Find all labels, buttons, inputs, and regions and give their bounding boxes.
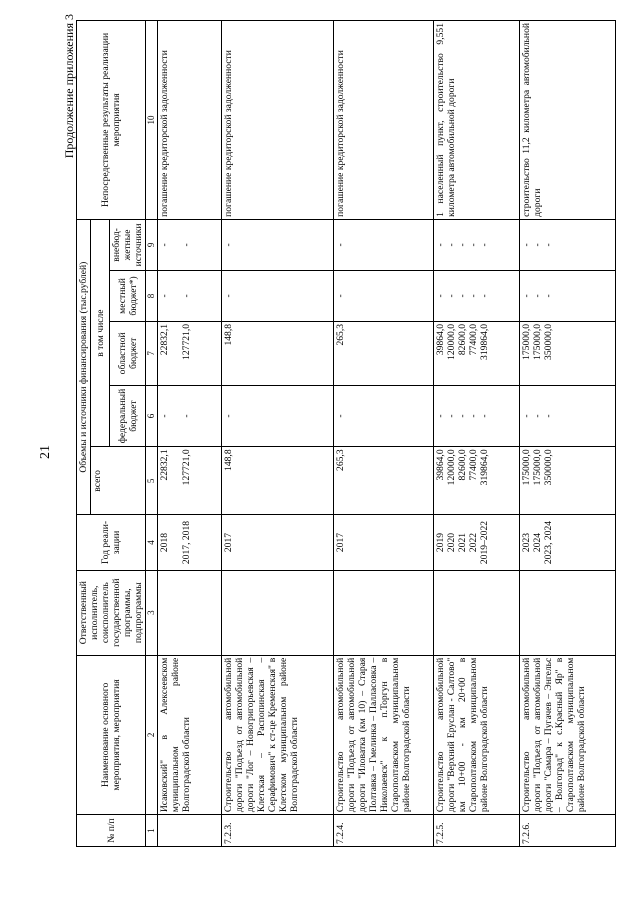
local-amount: - - - - -: [433, 270, 519, 321]
federal-amount: -: [333, 385, 433, 447]
row-number: 7.2.5.: [433, 815, 519, 847]
header-local: местный бюджет*): [110, 270, 146, 321]
implementation-year: 2023 2024 2023, 2024: [519, 515, 615, 570]
page-number-container: [0, 0, 53, 905]
executor-cell: [333, 570, 433, 655]
header-extrabudget: внебюд-жетные источники: [110, 219, 146, 270]
regional-amount: 175000,0 175000,0 350000,0: [519, 321, 615, 385]
implementation-year: 2018 2017, 2018: [157, 515, 221, 570]
local-amount: -: [221, 270, 333, 321]
column-number: 3: [146, 570, 157, 655]
implementation-year: 2017: [221, 515, 333, 570]
measure-name: Строительство автомобильной дороги "Верхний Еруслан - Салтово" км 10+00 - км 20+00 в Старополтавском муниципальном районе Волгоградской области: [433, 655, 519, 814]
result-text: погашение кредиторской задолженности: [221, 21, 333, 220]
header-financing: Объемы и источники финансирования (тыс.рублей): [77, 219, 91, 515]
header-federal: федеральный бюджет: [110, 385, 146, 447]
regional-amount: 39864,0 120000,0 82600,0 77400,0 319864,0: [433, 321, 519, 385]
header-regional: областной бюджет: [110, 321, 146, 385]
local-amount: - - -: [519, 270, 615, 321]
header-executor: Ответственный исполнитель, соисполнитель государственной программы, подпрограммы: [77, 570, 146, 655]
measure-name: Строительство автомобильной дороги "Подъезд от автомобильной дороги "Самара – Пугачев – Энгельс – Волгоград" к с.Красный Яр" в Старополтавском муниципальном районе Волгоградской области: [519, 655, 615, 814]
header-total: всего: [91, 447, 146, 515]
total-amount: 175000,0 175000,0 350000,0: [519, 447, 615, 515]
implementation-year: 2019 2020 2021 2022 2019–2022: [433, 515, 519, 570]
row-number: [157, 815, 221, 847]
appendix-caption: Продолжение приложения 3: [62, 14, 76, 159]
extrabudget-amount: - - - - -: [433, 219, 519, 270]
implementation-year: 2017: [333, 515, 433, 570]
result-text: 1 населенный пункт, строительство 9,551 километра автомобильной дороги: [433, 21, 519, 220]
local-amount: -: [333, 270, 433, 321]
column-number: 8: [146, 270, 157, 321]
total-amount: 22832,1 127721,0: [157, 447, 221, 515]
extrabudget-amount: - - -: [519, 219, 615, 270]
executor-cell: [433, 570, 519, 655]
result-text: строительство 11,2 километра автомобильной дороги: [519, 21, 615, 220]
page-number: 21: [38, 445, 53, 459]
row-number: 7.2.6.: [519, 815, 615, 847]
executor-cell: [519, 570, 615, 655]
table-row: [433, 21, 519, 847]
table-row: [157, 21, 221, 847]
column-number: 7: [146, 321, 157, 385]
measure-name: Исаковский" в Алексеевском муниципальном районе Волгоградской области: [157, 655, 221, 814]
column-number: 1: [146, 815, 157, 847]
table-row: [221, 21, 333, 847]
financing-table: [76, 20, 616, 847]
table-row: [333, 21, 433, 847]
extrabudget-amount: -: [221, 219, 333, 270]
regional-amount: 265,3: [333, 321, 433, 385]
result-text: погашение кредиторской задолженности: [157, 21, 221, 220]
measure-name: Строительство автомобильной дороги "Подъезд от автомобильной дороги "Лог – Новогригорьевская – Клетская – Распопинская – Серафимович" к ст-це Кременская" в Клетском муниципальном районе Волгоградской области: [221, 655, 333, 814]
column-number: 9: [146, 219, 157, 270]
regional-amount: 148,8: [221, 321, 333, 385]
column-number: 10: [146, 21, 157, 220]
executor-cell: [157, 570, 221, 655]
regional-amount: 22832,1 127721,0: [157, 321, 221, 385]
extrabudget-amount: - -: [157, 219, 221, 270]
executor-cell: [221, 570, 333, 655]
result-text: погашение кредиторской задолженности: [333, 21, 433, 220]
column-number: 4: [146, 515, 157, 570]
header-result: Непосредственные результаты реализации мероприятия: [77, 21, 146, 220]
row-number: 7.2.3.: [221, 815, 333, 847]
column-number: 2: [146, 655, 157, 814]
column-number: 5: [146, 447, 157, 515]
federal-amount: - - - - -: [433, 385, 519, 447]
total-amount: 148,8: [221, 447, 333, 515]
column-numbers-row: [146, 21, 157, 847]
total-amount: 265,3: [333, 447, 433, 515]
header-name: Наименование основного мероприятия, мероприятия: [77, 655, 146, 814]
federal-amount: -: [221, 385, 333, 447]
rotated-page: [60, 0, 620, 905]
extrabudget-amount: -: [333, 219, 433, 270]
measure-name: Строительство автомобильной дороги "Подъезд от автомобильной дороги "Иловатка (км 10) – Старая Полтавка – Гмелинка – Палласовка – Николаевск" к п.Торгун в Старополтавском муниципальном районе Волгоградской области: [333, 655, 433, 814]
federal-amount: - -: [157, 385, 221, 447]
header-year: Год реали-зации: [77, 515, 146, 570]
total-amount: 39864,0 120000,0 82600,0 77400,0 319864,0: [433, 447, 519, 515]
row-number: 7.2.4.: [333, 815, 433, 847]
header-including: в том числе: [91, 219, 110, 446]
column-number: 6: [146, 385, 157, 447]
local-amount: - -: [157, 270, 221, 321]
header-num: № п/п: [77, 815, 146, 847]
table-row: [519, 21, 615, 847]
federal-amount: - - -: [519, 385, 615, 447]
